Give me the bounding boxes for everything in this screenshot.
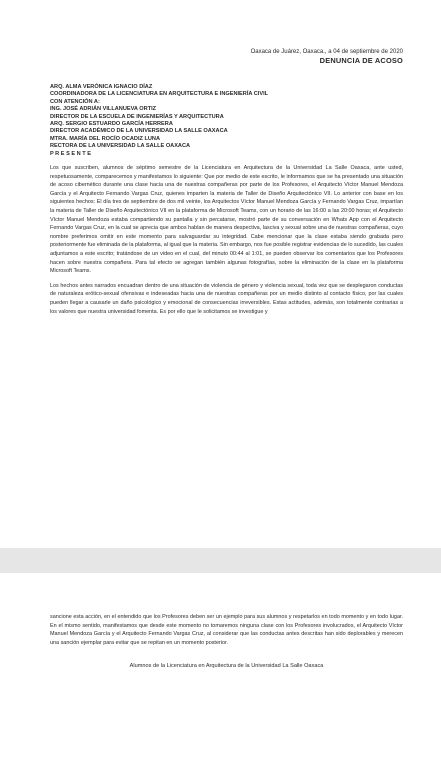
recipient-line: ARQ. ALMA VERÓNICA IGNACIO DÍAZ: [50, 84, 153, 90]
recipient-line: DIRECTOR ACADÉMICO DE LA UNIVERSIDAD LA SALLE OAXACA: [50, 128, 228, 135]
recipient-line: P R E S E N T E: [50, 150, 91, 157]
recipient-line: DIRECTOR DE LA ESCUELA DE INGENIERÍAS Y ARQUITECTURA: [50, 113, 224, 120]
recipients-block: [50, 84, 403, 158]
recipient-line: ING. JOSÉ ADRIÁN VILLANUEVA ORTIZ: [50, 106, 157, 113]
recipient-line: RECTORA DE LA UNIVERSIDAD LA SALLE OAXACA: [50, 143, 191, 150]
document-page-2: [0, 573, 441, 784]
recipient-line: COORDINADORA DE LA LICENCIATURA EN ARQUITECTURA E INGENIERÍA CIVIL: [50, 91, 269, 98]
letter-title: DENUNCIA DE ACOSO: [319, 56, 403, 65]
recipient-line: CON ATENCIÓN A:: [50, 98, 100, 105]
body-paragraph: Los que suscriben, alumnos de séptimo semestre de la Licenciatura en Arquitectura de la Universidad La Salle Oaxaca, ante usted, respetuosamente, comparecemos y manifestamos lo siguiente: Que por medio de este escrito, le informamos que se ha presentado una situación de acoso cibernético durante una clase hacia una de nuestras compañeras por parte de los Profesores, el Arquitecto Víctor Manuel Mendoza García y el Arquitecto Fernando Vargas Cruz, quienes imparten la materia de Taller de Diseño Arquitectónico VII. Lo anterior con base en los siguientes hechos: El día tres de septiembre de dos mil veinte, los Arquitectos Víctor Manuel Mendoza García y Fernando Vargas Cruz, impartían la materia de Taller de Diseño Arquitectónico VII en la plataforma de Microsoft Teams, con un horario de las 16:00 a las 20:00 horas; el Arquitecto Víctor Manuel Mendoza estaba compartiendo su pantalla y sin percatarse, mostró parte de su conversación en Whats App con el Arquitecto Fernando Vargas Cruz, en la cual se aprecia que ambos hablan de manera despectiva, lasciva y sexual sobre una de nuestras compañeras, cuyo nombre preferimos omitir en este momento para salvaguardar su integridad. Cabe mencionar que la clase estaba siendo grabada pero posteriormente fue eliminada de la plataforma, al igual que la materia. Sin embargo, nos fue posible registrar evidencias de lo sucedido, las cuales adjuntamos a este escrito; tratándose de un video en el cual, del minuto 00:44 al 1:01, se pueden observar los comentarios que los Profesores hacen sobre nuestra compañera. Para tal efecto se agregan también algunas fotografías, sobre la eliminación de la clase en la plataforma Microsoft Teams.: [50, 165, 403, 275]
body-paragraph: Los hechos antes narrados encuadran dentro de una situación de violencia de género y violencia sexual, toda vez que se desplegaron conductas de naturaleza erótico-sexual ofensivas e indeseadas hacia una de nuestras compañeras por un medio distinto al contacto físico, por las cuales pueden llegar a causarle un daño psicológico y emocional de consecuencias irreversibles. Estas actitudes, además, son totalmente contrarias a los valores que nuestra universidad fomenta. Es por ello que le solicitamos se investigue y: [50, 282, 403, 315]
recipient-line: ARQ. SERGIO ESTUARDO GARCÍA HERRERA: [50, 121, 173, 128]
letter-date: Oaxaca de Juárez, Oaxaca., a 04 de septiembre de 2020: [250, 49, 403, 55]
recipient-line: MTRA. MARÍA DEL ROCÍO OCADIZ LUNA: [50, 135, 161, 142]
body-paragraph: sancione esta acción, en el entendido que los Profesores deben ser un ejemplo para sus alumnos y respetarlos en todo momento y en todo lugar. En el mismo sentido, manifestamos que desde este momento no tomaremos ninguna clase con los Profesores involucrados, el Arquitecto Víctor Manuel Mendoza García y el Arquitecto Fernando Vargas Cruz, al considerar que las conductas antes descritas han sido deplorables y merecen una sanción ejemplar para evitar que se repitan en un momento posterior.: [50, 614, 403, 646]
signature-line: Alumnos de la Licenciatura en Arquitectura de la Universidad La Salle Oaxaca: [129, 663, 324, 670]
